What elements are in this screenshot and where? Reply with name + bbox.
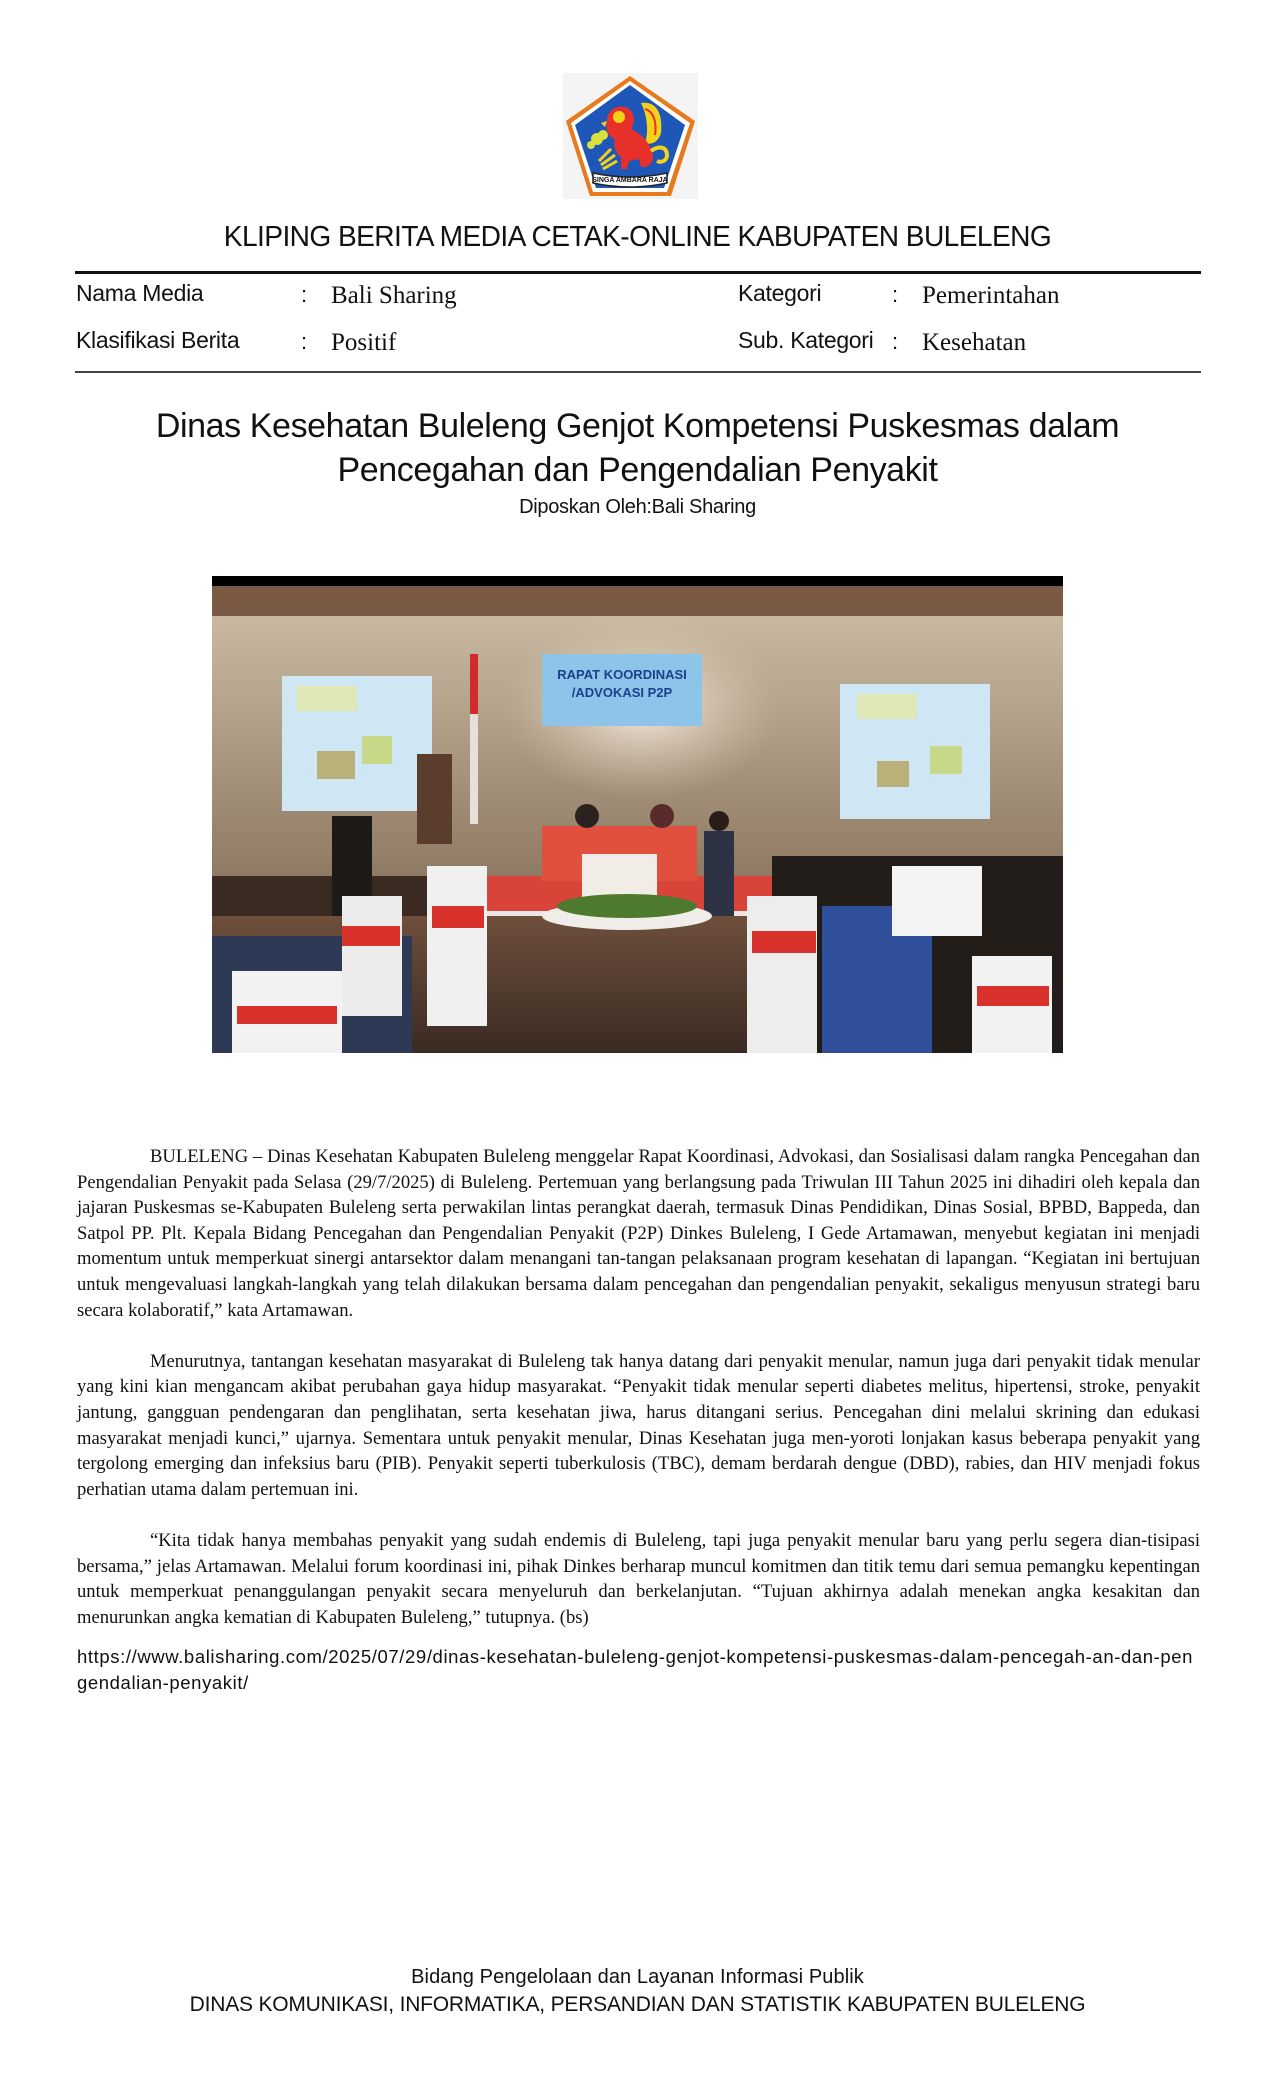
header-top-divider: [75, 271, 1201, 274]
footer-agency: DINAS KOMUNIKASI, INFORMATIKA, PERSANDIAN DAN STATISTIK KABUPATEN BULELENG: [189, 1993, 1086, 2016]
footer-division: Bidang Pengelolaan dan Layanan Informasi Publik: [411, 1966, 864, 1988]
meeting-room-photo: [212, 576, 1063, 1053]
meta-colon: :: [301, 282, 308, 307]
meta-value-klasifikasi-berita: Positif: [331, 329, 397, 356]
headline-line-2: Pencegahan dan Pengendalian Penyakit: [337, 451, 938, 489]
meta-value-kategori: Pemerintahan: [922, 282, 1060, 309]
meta-label-nama-media: Nama Media: [76, 280, 204, 306]
header-bottom-divider: [75, 371, 1201, 373]
headline-line-1: Dinas Kesehatan Buleleng Genjot Kompetensi Puskesmas dalam: [155, 407, 1120, 445]
meta-colon: :: [892, 282, 899, 307]
article-photo: [212, 576, 1063, 1053]
banner-line-2: /ADVOKASI P2P: [571, 685, 673, 700]
singa-ambara-raja-emblem-icon: [563, 73, 698, 199]
regency-logo: [563, 73, 698, 199]
logo-motto: SINGA AMBARA RAJA: [592, 177, 668, 184]
meta-colon: :: [301, 329, 308, 354]
document-title: KLIPING BERITA MEDIA CETAK-ONLINE KABUPATEN BULELENG: [223, 221, 1052, 253]
meta-value-sub-kategori: Kesehatan: [922, 329, 1027, 356]
meta-label-kategori: Kategori: [738, 280, 822, 306]
meta-colon: :: [892, 329, 899, 354]
article-paragraph: BULELENG – Dinas Kesehatan Kabupaten Buleleng menggelar Rapat Koordinasi, Advokasi, dan Sosialisasi dalam rangka Pencegahan dan Pengendalian Penyakit pada Selasa (29/7/2025) di Buleleng. Pertemuan yang berlangsung pada Triwulan III Tahun 2025 ini dihadiri oleh kepala dan jajaran Puskesmas se-Kabupaten Buleleng serta perwakilan lintas perangkat daerah, termasuk Dinas Pendidikan, Dinas Sosial, BPBD, Bappeda, dan Satpol PP. Plt. Kepala Bidang Pencegahan dan Pengendalian Penyakit (P2P) Dinkes Buleleng, I Gede Artamawan, menyebut kegiatan ini menjadi momentum untuk memperkuat sinergi antarsektor dalam menangani tan-tangan pelaksanaan program kesehatan di lapangan. “Kegiatan ini bertujuan untuk mengevaluasi langkah-langkah yang telah dilakukan bersama dalam pencegahan dan pengendalian penyakit, sekaligus menyusun strategi baru secara kolaboratif,” kata Artamawan.: [77, 1146, 1200, 1321]
meta-label-klasifikasi-berita: Klasifikasi Berita: [76, 327, 240, 353]
meta-value-nama-media: Bali Sharing: [331, 282, 457, 309]
source-url-link[interactable]: https://www.balisharing.com/2025/07/29/dinas-kesehatan-buleleng-genjot-kompetensi-puskesmas-dalam-pencegah-an-dan-pengendalian-penyakit/: [77, 1646, 1194, 1693]
article-headline: [80, 404, 1195, 492]
article-paragraph: “Kita tidak hanya membahas penyakit yang sudah endemis di Buleleng, tapi juga penyakit menular baru yang perlu segera dian-tisipasi bersama,” jelas Artamawan. Melalui forum koordinasi ini, pihak Dinkes berharap muncul komitmen dan titik temu dari semua pemangku kepentingan untuk memperkuat penanggulangan penyakit secara menyeluruh dan berkelanjutan. “Tujuan akhirnya adalah menekan angka kesakitan dan menurunkan angka kematian di Kabupaten Buleleng,” tutupnya. (bs): [77, 1529, 1200, 1628]
meta-label-sub-kategori: Sub. Kategori: [738, 327, 874, 353]
article-paragraph: Menurutnya, tantangan kesehatan masyarakat di Buleleng tak hanya datang dari penyakit menular, namun juga dari penyakit tidak menular yang kini kian mengancam akibat perubahan gaya hidup masyarakat. “Penyakit tidak menular seperti diabetes melitus, hipertensi, stroke, penyakit jantung, gangguan pendengaran dan penglihatan, serta kesehatan jiwa, harus ditangani serius. Pencegahan dini melalui skrining dan edukasi masyarakat menjadi kunci,” ujarnya. Sementara untuk penyakit menular, Dinas Kesehatan juga men-yoroti lonjakan kasus beberapa penyakit yang tergolong emerging dan infeksius baru (PIB). Penyakit seperti tuberkulosis (TBC), demam berdarah dengue (DBD), rabies, dan HIV menjadi fokus perhatian utama dalam pertemuan ini.: [77, 1350, 1200, 1500]
article-byline: Diposkan Oleh:Bali Sharing: [519, 496, 756, 518]
article-body: [77, 1144, 1200, 1656]
banner-line-1: RAPAT KOORDINASI: [557, 667, 687, 682]
